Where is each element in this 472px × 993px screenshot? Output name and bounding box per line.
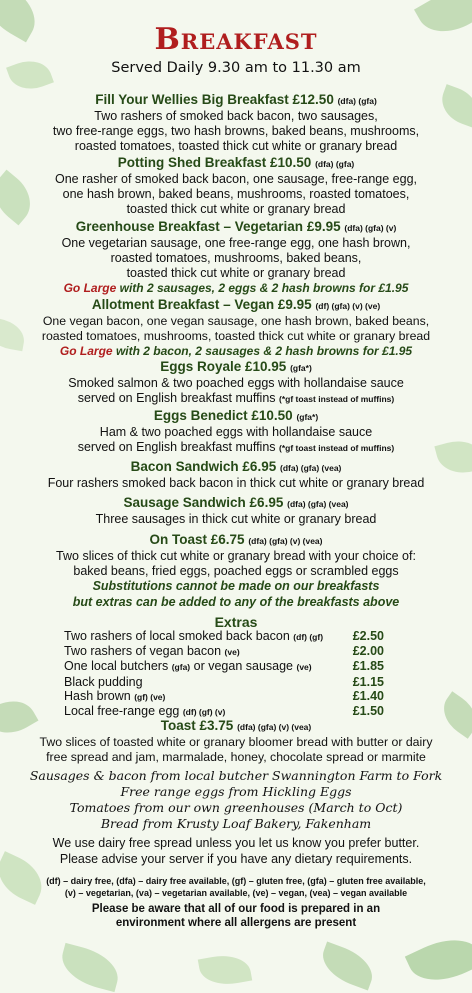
item-description (20, 549, 452, 579)
description-line: One vegetarian sausage, one free-range egg, one hash brown, (61, 236, 411, 250)
item-description (20, 425, 452, 456)
menu-item (20, 532, 452, 579)
menu-subtitle: Served Daily 9.30 am to 11.30 am (111, 60, 361, 76)
item-description (20, 172, 452, 217)
extras-label (64, 704, 225, 719)
extras-label (64, 629, 323, 644)
item-note: (*gf toast instead of muffins) (279, 394, 395, 404)
item-description (20, 376, 452, 407)
dietary-tags: (ve) (224, 647, 240, 658)
dietary-tags: (gfa*) (290, 363, 312, 373)
dietary-tags: (gfa) (171, 662, 191, 673)
extras-price: £1.50 (352, 704, 384, 719)
dietary-tags: (df) (gf) (293, 632, 324, 642)
item-price: £10.95 (245, 359, 287, 374)
dietary-notes (20, 835, 452, 867)
item-name: Allotment Breakfast – Vegan (91, 297, 275, 312)
supplier-line: Free range eggs from Hickling Eggs (120, 784, 352, 799)
dietary-tags: (dfa) (gfa) (v) (vea) (248, 536, 323, 546)
legend-line: (df) – dairy free, (dfa) – dairy free available, (gf) – gluten free, (gfa) – gluten free available, (46, 876, 426, 886)
menu-item (14, 718, 458, 765)
item-description (20, 314, 452, 344)
go-large-offer (20, 281, 452, 296)
extras-text: Two rashers of local smoked back bacon (64, 629, 290, 643)
item-price: £10.50 (251, 408, 293, 423)
dietary-tags: (gfa*) (296, 412, 319, 422)
allergen-warning (20, 902, 452, 930)
dietary-tags: (df) (gf) (v) (182, 707, 226, 718)
item-name: Greenhouse Breakfast – Vegetarian (75, 219, 304, 234)
item-price: £9.95 (306, 219, 341, 234)
extras-row (64, 689, 384, 704)
supplier-line: Bread from Krusty Loaf Bakery, Fakenham (100, 816, 372, 831)
item-name: Eggs Benedict (153, 408, 248, 423)
description-line: Two rashers of smoked back bacon, two sausages, (94, 109, 378, 123)
item-description (20, 109, 452, 154)
extras-label (64, 659, 312, 674)
extras-list (64, 629, 384, 719)
extras-price: £2.50 (352, 629, 384, 643)
note-line: Please advise your server if you have any dietary requirements. (59, 852, 413, 866)
go-large-detail: with 2 sausages, 2 eggs & 2 hash browns for £1.95 (119, 281, 409, 295)
description-line: free spread and jam, marmalade, honey, chocolate spread or marmite (46, 750, 426, 764)
description-line: baked beans, fried eggs, poached eggs or scrambled eggs (73, 564, 399, 578)
extras-price: £1.40 (352, 688, 384, 703)
item-name: Eggs Royale (160, 359, 242, 374)
menu-item (20, 219, 452, 296)
supplier-line: Tomatoes from our own greenhouses (March to Oct) (69, 800, 403, 815)
extras-heading: Extras (214, 614, 258, 630)
extras-row (64, 659, 384, 674)
description-text: served on English breakfast muffins (77, 391, 276, 405)
item-note: (*gf toast instead of muffins) (279, 443, 395, 453)
dietary-tags: (gf) (ve) (134, 691, 166, 702)
dietary-tags: (dfa) (gfa) (v) (344, 223, 397, 233)
description-line: toasted thick cut white or granary bread (126, 202, 346, 216)
extras-label (64, 689, 165, 704)
description-line: toasted thick cut white or granary bread (126, 266, 346, 280)
item-name: Fill Your Wellies Big Breakfast (95, 92, 289, 107)
extras-text: or vegan sausage (193, 659, 294, 674)
item-name: Bacon Sandwich (130, 459, 239, 474)
dietary-tags: (dfa) (gfa) (vea) (279, 463, 342, 473)
allergen-line: Please be aware that all of our food is prepared in an (91, 903, 381, 915)
description-line: Two slices of thick cut white or granary bread with your choice of: (56, 549, 416, 563)
extras-text: Black pudding (64, 674, 143, 689)
item-heading (20, 532, 452, 549)
item-description (20, 512, 452, 527)
description-line: roasted tomatoes, mushrooms, baked beans, (110, 251, 362, 265)
description-line: one hash brown, baked beans, mushrooms, roasted tomatoes, (62, 187, 410, 201)
item-name: Sausage Sandwich (123, 495, 246, 510)
item-name: Potting Shed Breakfast (117, 155, 267, 170)
item-heading (20, 155, 452, 172)
description-line: roasted tomatoes, toasted thick cut white or granary bread (74, 139, 398, 153)
item-price: £9.95 (277, 297, 312, 312)
substitution-line: but extras can be added to any of the breakfasts above (72, 595, 400, 609)
dietary-tags: (df) (gfa) (v) (ve) (315, 301, 381, 311)
item-heading (20, 92, 452, 109)
dietary-tags: (dfa) (gfa) (vea) (287, 499, 349, 509)
extras-label (64, 675, 143, 689)
local-suppliers (0, 768, 472, 832)
description-line: Three sausages in thick cut white or granary bread (95, 512, 377, 526)
description-line: Smoked salmon & two poached eggs with hollandaise sauce (68, 376, 404, 390)
item-heading (14, 718, 458, 735)
extras-text: One local butchers (64, 659, 169, 674)
substitution-line: Substitutions cannot be made on our breakfasts (92, 579, 380, 593)
extras-price: £1.85 (352, 659, 384, 674)
description-line: One rasher of smoked back bacon, one sausage, free-range egg, (54, 172, 418, 186)
dietary-tags: (ve) (296, 662, 312, 673)
item-description (14, 735, 458, 765)
description-line: One vegan bacon, one vegan sausage, one hash brown, baked beans, (42, 314, 430, 328)
item-name: Toast (160, 718, 196, 733)
extras-text: Two rashers of vegan bacon (64, 644, 222, 659)
item-price: £6.95 (249, 495, 284, 510)
menu-item (20, 155, 452, 217)
extras-label (64, 644, 240, 659)
go-large-label: Go Large (59, 344, 113, 358)
go-large-label: Go Large (63, 281, 117, 295)
extras-text: Local free-range egg (64, 704, 180, 719)
item-price: £3.75 (199, 718, 234, 733)
dietary-tags: (dfa) (gfa) (315, 159, 355, 169)
legend-line: (v) – vegetarian, (va) – vegetarian available, (ve) – vegan, (vea) – vegan available (64, 888, 408, 898)
allergen-line: environment where all allergens are present (115, 917, 357, 929)
item-heading (20, 219, 452, 236)
item-price: £12.50 (292, 92, 334, 107)
extras-row (64, 629, 384, 644)
description-line (20, 440, 452, 456)
extras-price: £2.00 (352, 644, 384, 659)
item-heading (20, 297, 452, 314)
extras-row (64, 704, 384, 719)
supplier-line: Sausages & bacon from local butcher Swannington Farm to Fork (29, 768, 443, 783)
item-heading (20, 408, 452, 425)
description-line (20, 391, 452, 407)
extras-row (64, 644, 384, 659)
description-line: two free-range eggs, two hash browns, baked beans, mushrooms, (52, 124, 420, 138)
dietary-tags: (dfa) (gfa) (337, 96, 377, 106)
description-line: Four rashers smoked back bacon in thick cut white or granary bread (47, 476, 425, 490)
extras-text: Hash brown (64, 688, 131, 703)
extras-price: £1.15 (352, 674, 384, 689)
note-line: We use dairy free spread unless you let us know you prefer butter. (52, 836, 420, 850)
dietary-legend (20, 875, 452, 899)
item-heading (20, 495, 452, 512)
menu-item (20, 297, 452, 359)
go-large-offer (20, 344, 452, 359)
item-description (20, 236, 452, 281)
menu-item (20, 359, 452, 407)
menu-item (20, 459, 452, 491)
item-heading (20, 359, 452, 376)
menu-item (20, 495, 452, 527)
item-name: On Toast (149, 532, 208, 547)
description-text: served on English breakfast muffins (77, 440, 276, 454)
description-line: Two slices of toasted white or granary bloomer bread with butter or dairy (39, 735, 433, 749)
menu-item (20, 92, 452, 154)
item-description (20, 476, 452, 491)
item-heading (20, 459, 452, 476)
go-large-detail: with 2 bacon, 2 sausages & 2 hash browns for £1.95 (115, 344, 413, 358)
menu-title: Breakfast (154, 22, 318, 57)
item-price: £6.75 (210, 532, 245, 547)
description-line: roasted tomatoes, mushrooms, toasted thick cut white or granary bread (41, 329, 431, 343)
description-line: Ham & two poached eggs with hollandaise sauce (99, 425, 373, 439)
menu-item (20, 408, 452, 456)
substitution-note (20, 578, 452, 610)
item-price: £6.95 (242, 459, 277, 474)
extras-row (64, 675, 384, 689)
item-price: £10.50 (270, 155, 312, 170)
dietary-tags: (dfa) (gfa) (v) (vea) (237, 722, 312, 732)
